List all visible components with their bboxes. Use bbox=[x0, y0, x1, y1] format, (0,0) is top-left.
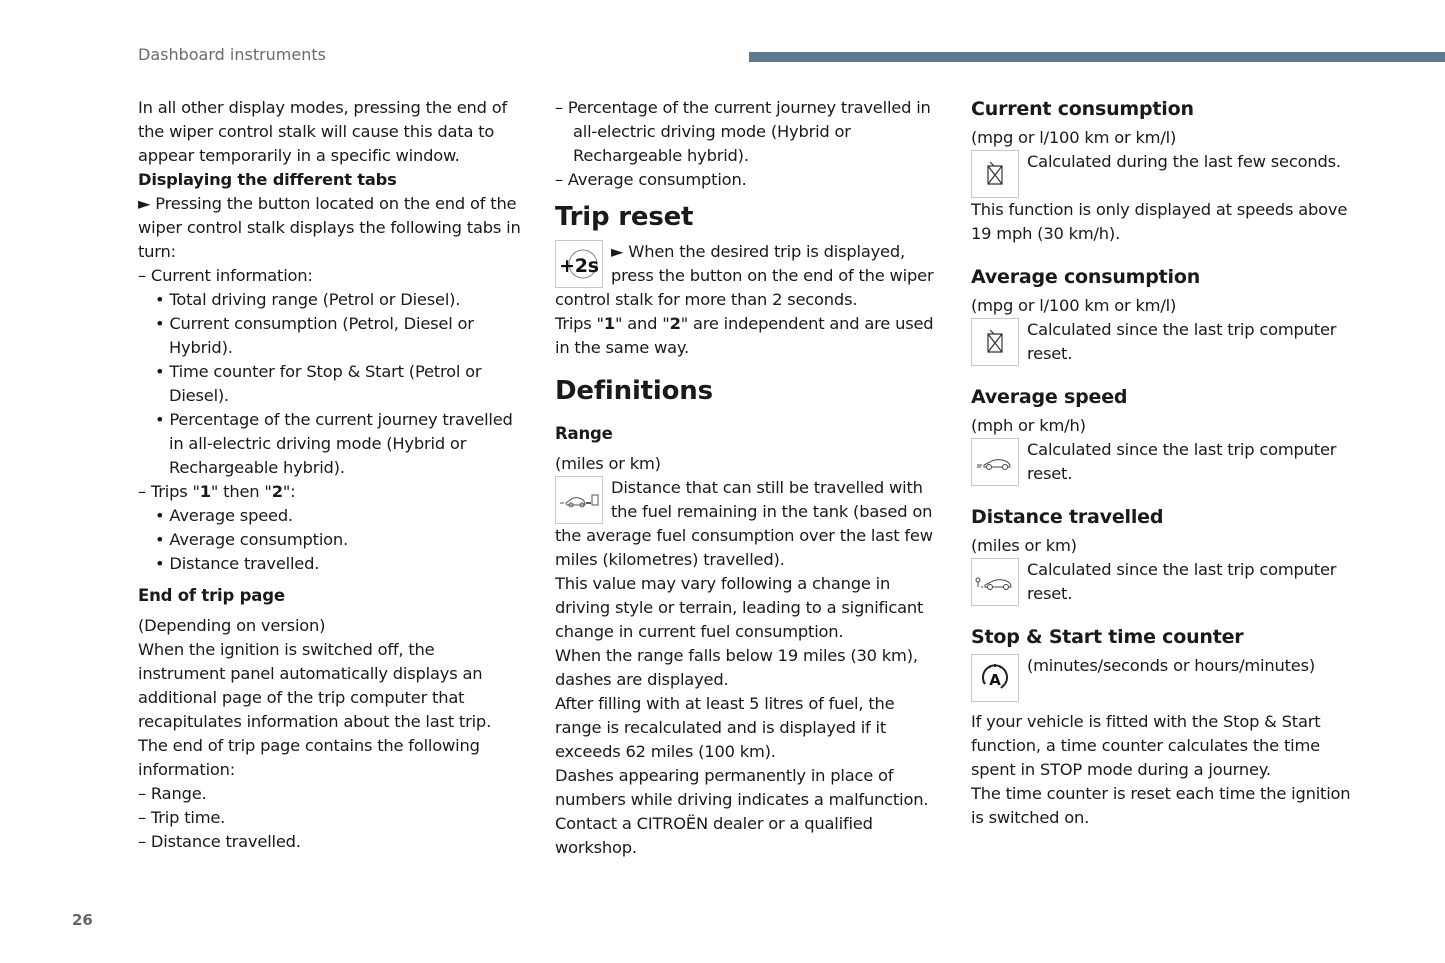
column-1 bbox=[138, 96, 523, 854]
subheading-range: Range bbox=[555, 424, 613, 443]
paragraph: ► Pressing the button located on the end of the wiper control stalk displays the following tabs in turn: bbox=[138, 194, 521, 261]
paragraph: Distance that can still be travelled with the fuel remaining in the tank (based on the average fuel consumption over the last few miles (kilometres) travelled). bbox=[555, 478, 933, 569]
text: 1 bbox=[199, 482, 211, 501]
unit-text: (minutes/seconds or hours/minutes) bbox=[1027, 656, 1316, 675]
unit-text: (mpg or l/100 km or km/l) bbox=[971, 296, 1177, 315]
text: Trips " bbox=[555, 314, 604, 333]
header-accent-bar bbox=[749, 52, 1445, 62]
icon-text: +2s bbox=[559, 255, 599, 277]
paragraph: The end of trip page contains the following information: bbox=[138, 736, 480, 779]
paragraph: When the ignition is switched off, the instrument panel automatically displays an additional page of the trip computer that recapitulates information about the last trip. bbox=[138, 640, 492, 731]
list-item bbox=[138, 480, 523, 504]
list-item: – Percentage of the current journey travelled in all-electric driving mode (Hybrid or Rechargeable hybrid). bbox=[555, 98, 931, 165]
subheading-distance-travelled: Distance travelled bbox=[971, 506, 1164, 528]
car-fuel-pump-icon bbox=[555, 476, 603, 524]
text: – Trips " bbox=[138, 482, 200, 501]
column-3 bbox=[971, 96, 1363, 830]
paragraph: ► When the desired trip is displayed, press the button on the end of the wiper control stalk for more than 2 seconds. bbox=[555, 242, 934, 309]
unit-text: (miles or km) bbox=[971, 536, 1077, 555]
subheading-end-of-trip: End of trip page bbox=[138, 586, 285, 605]
svg-text:A: A bbox=[989, 671, 1001, 689]
list-item: – Range. bbox=[138, 784, 207, 803]
paragraph: When the range falls below 19 miles (30 km), dashes are displayed. bbox=[555, 646, 918, 689]
text: " and " bbox=[615, 314, 670, 333]
fuel-can-icon bbox=[971, 150, 1019, 198]
paragraph: This value may vary following a change in driving style or terrain, leading to a significant change in current fuel consumption. bbox=[555, 574, 924, 641]
text: " are independent and are used in the same way. bbox=[555, 314, 934, 357]
column-2 bbox=[555, 96, 940, 860]
list-item: – Current information: bbox=[138, 266, 313, 285]
text: 2 bbox=[271, 482, 283, 501]
subheading-tabs: Displaying the different tabs bbox=[138, 170, 397, 189]
paragraph: (Depending on version) bbox=[138, 616, 326, 635]
paragraph: The time counter is reset each time the ignition is switched on. bbox=[971, 784, 1351, 827]
list-item: – Average consumption. bbox=[555, 170, 747, 189]
text: ": bbox=[282, 482, 296, 501]
description: Calculated since the last trip computer reset. bbox=[1027, 320, 1337, 363]
list-item: • Distance travelled. bbox=[155, 554, 320, 573]
unit-text: (miles or km) bbox=[555, 454, 661, 473]
paragraph: In all other display modes, pressing the end of the wiper control stalk will cause this data to appear temporarily in a specific window. bbox=[138, 98, 508, 165]
list-item: – Distance travelled. bbox=[138, 832, 301, 851]
list-item: • Average consumption. bbox=[155, 530, 349, 549]
plus-2s-timer-icon bbox=[555, 240, 603, 288]
stop-start-auto-icon bbox=[971, 654, 1019, 702]
description: Calculated since the last trip computer reset. bbox=[1027, 440, 1337, 483]
list-item: • Average speed. bbox=[155, 506, 293, 525]
list-item: – Trip time. bbox=[138, 808, 226, 827]
paragraph bbox=[555, 312, 940, 360]
car-speed-icon bbox=[971, 438, 1019, 486]
unit-text: (mph or km/h) bbox=[971, 416, 1086, 435]
list-item: • Time counter for Stop & Start (Petrol or Diesel). bbox=[155, 362, 482, 405]
fuel-can-icon bbox=[971, 318, 1019, 366]
subheading-current-consumption: Current consumption bbox=[971, 98, 1194, 120]
heading-definitions: Definitions bbox=[555, 376, 713, 406]
paragraph: This function is only displayed at speeds above 19 mph (30 km/h). bbox=[971, 200, 1348, 243]
subheading-average-consumption: Average consumption bbox=[971, 266, 1201, 288]
list-item: • Total driving range (Petrol or Diesel). bbox=[155, 290, 461, 309]
description: Calculated during the last few seconds. bbox=[1027, 152, 1341, 171]
paragraph: If your vehicle is fitted with the Stop & Start function, a time counter calculates the time spent in STOP mode during a journey. bbox=[971, 712, 1321, 779]
text: " then " bbox=[210, 482, 272, 501]
description: Calculated since the last trip computer reset. bbox=[1027, 560, 1337, 603]
paragraph: After filling with at least 5 litres of fuel, the range is recalculated and is displayed if it exceeds 62 miles (100 km). bbox=[555, 694, 895, 761]
page-number: 26 bbox=[72, 911, 93, 929]
heading-trip-reset: Trip reset bbox=[555, 202, 694, 232]
text: 2 bbox=[669, 314, 681, 333]
subheading-average-speed: Average speed bbox=[971, 386, 1128, 408]
paragraph: Dashes appearing permanently in place of numbers while driving indicates a malfunction. Contact a CITROËN dealer or a qualified workshop. bbox=[555, 766, 929, 857]
unit-text: (mpg or l/100 km or km/l) bbox=[971, 128, 1177, 147]
car-distance-icon bbox=[971, 558, 1019, 606]
section-header: Dashboard instruments bbox=[138, 45, 326, 64]
text: 1 bbox=[603, 314, 615, 333]
list-item: • Percentage of the current journey travelled in all-electric driving mode (Hybrid or Rechargeable hybrid). bbox=[155, 410, 513, 477]
subheading-stop-start: Stop & Start time counter bbox=[971, 626, 1244, 648]
list-item: • Current consumption (Petrol, Diesel or Hybrid). bbox=[155, 314, 474, 357]
